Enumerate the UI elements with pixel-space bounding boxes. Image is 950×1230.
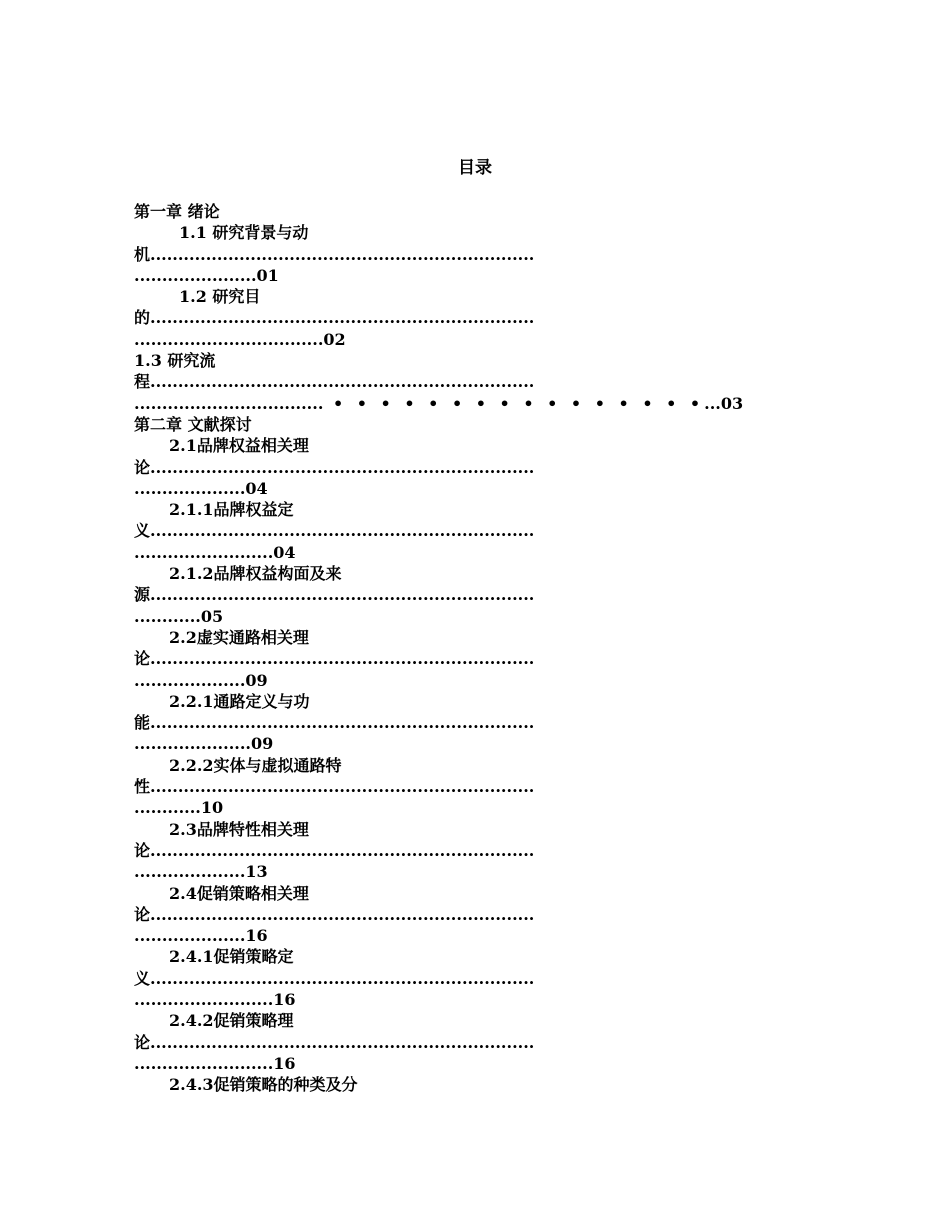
toc-line-text: 第二章 文献探讨 xyxy=(134,414,252,434)
toc-line xyxy=(134,670,824,691)
toc-line-text: 义..................................................................... xyxy=(134,521,535,541)
toc-line xyxy=(134,925,824,946)
toc-line xyxy=(134,435,824,456)
toc-line xyxy=(134,946,824,967)
toc-line xyxy=(134,307,824,328)
toc-line-text: 论..................................................................... xyxy=(134,1032,535,1052)
toc-line-text: .................................. xyxy=(134,393,324,413)
toc-line xyxy=(134,329,824,350)
toc-line-text: 2.1.2品牌权益构面及来 xyxy=(169,564,342,584)
toc-line xyxy=(134,776,824,797)
toc-line xyxy=(134,904,824,925)
toc-line xyxy=(134,883,824,904)
toc-line-text: 源..................................................................... xyxy=(134,585,535,605)
toc-line-text: 性..................................................................... xyxy=(134,777,535,797)
toc-line-text: ....................04 xyxy=(134,478,268,498)
toc-line-text: .........................16 xyxy=(134,989,296,1009)
toc-line xyxy=(134,542,824,563)
toc-line-text: 2.4促销策略相关理 xyxy=(169,883,309,903)
toc-line xyxy=(134,584,824,605)
toc-line-text: 1.3 研究流 xyxy=(134,351,216,371)
toc-line-text: 第一章 绪论 xyxy=(134,202,220,221)
toc-line-text: 义..................................................................... xyxy=(134,968,535,988)
toc-line xyxy=(134,414,824,435)
toc-line xyxy=(134,1053,824,1074)
toc-line-text: 1.1 研究背景与动 xyxy=(179,223,309,243)
toc-line xyxy=(134,1032,824,1053)
toc-line-text: 2.3品牌特性相关理 xyxy=(169,819,309,839)
toc-line-text: .....................09 xyxy=(134,734,274,754)
toc-line xyxy=(134,840,824,861)
toc-leader-dots: • • • • • • • • • • • • • • • • xyxy=(323,393,705,413)
toc-line xyxy=(134,797,824,818)
toc-line-text: 2.2.2实体与虚拟通路特 xyxy=(169,755,342,775)
toc-line-text: 2.2.1通路定义与功 xyxy=(169,691,310,711)
toc-line xyxy=(134,478,824,499)
toc-line-text: ..................................02 xyxy=(134,329,346,349)
toc-line-text: 论..................................................................... xyxy=(134,649,535,669)
toc-line xyxy=(134,371,824,392)
toc-line xyxy=(134,606,824,627)
toc-line-text: 2.4.1促销策略定 xyxy=(169,947,294,967)
toc-line-text: 的..................................................................... xyxy=(134,308,535,328)
toc-line xyxy=(134,286,824,307)
toc-line-text: 能..................................................................... xyxy=(134,713,535,733)
toc-line-text: 2.4.2促销策略理 xyxy=(169,1011,294,1031)
toc-line xyxy=(134,563,824,584)
toc-line-text: .........................04 xyxy=(134,542,296,562)
toc-line xyxy=(134,457,824,478)
toc-line-text: 1.2 研究目 xyxy=(179,287,261,307)
toc-line-text: ............10 xyxy=(134,798,224,818)
toc-line xyxy=(134,520,824,541)
toc-line-text: 论..................................................................... xyxy=(134,457,535,477)
toc-line-text: 论..................................................................... xyxy=(134,840,535,860)
toc-line xyxy=(134,755,824,776)
toc-line-text: .........................16 xyxy=(134,1053,296,1073)
toc-line xyxy=(134,244,824,265)
toc-line-text: 2.2虚实通路相关理 xyxy=(169,627,309,647)
toc-line xyxy=(134,691,824,712)
toc-line-text: ......................01 xyxy=(134,265,279,285)
toc-line-text: ............05 xyxy=(134,606,224,626)
toc-line-text: ....................13 xyxy=(134,862,268,882)
toc-line xyxy=(134,222,824,243)
toc-line-text: 2.1品牌权益相关理 xyxy=(169,436,309,456)
toc-line xyxy=(134,350,824,371)
toc-line xyxy=(134,393,824,414)
toc-line xyxy=(134,968,824,989)
toc-line xyxy=(134,627,824,648)
toc-line xyxy=(134,1074,824,1095)
toc-line xyxy=(134,499,824,520)
toc-line-text: 2.4.3促销策略的种类及分 xyxy=(169,1075,358,1095)
toc-line-text: 论..................................................................... xyxy=(134,904,535,924)
toc-line xyxy=(134,733,824,754)
toc-line xyxy=(134,861,824,882)
toc-line xyxy=(134,1010,824,1031)
toc-line xyxy=(134,819,824,840)
toc-line xyxy=(134,989,824,1010)
toc-line xyxy=(134,201,824,222)
toc-line xyxy=(134,265,824,286)
toc-line xyxy=(134,648,824,669)
toc-line-text: 程..................................................................... xyxy=(134,372,535,392)
toc-title: 目录 xyxy=(458,158,492,178)
toc-page-number: ...03 xyxy=(704,393,744,413)
table-of-contents xyxy=(134,201,824,1095)
toc-line-text: ....................16 xyxy=(134,926,268,946)
toc-line-text: 2.1.1品牌权益定 xyxy=(169,500,294,520)
toc-line-text: ....................09 xyxy=(134,670,268,690)
toc-line-text: 机..................................................................... xyxy=(134,244,535,264)
toc-line xyxy=(134,712,824,733)
